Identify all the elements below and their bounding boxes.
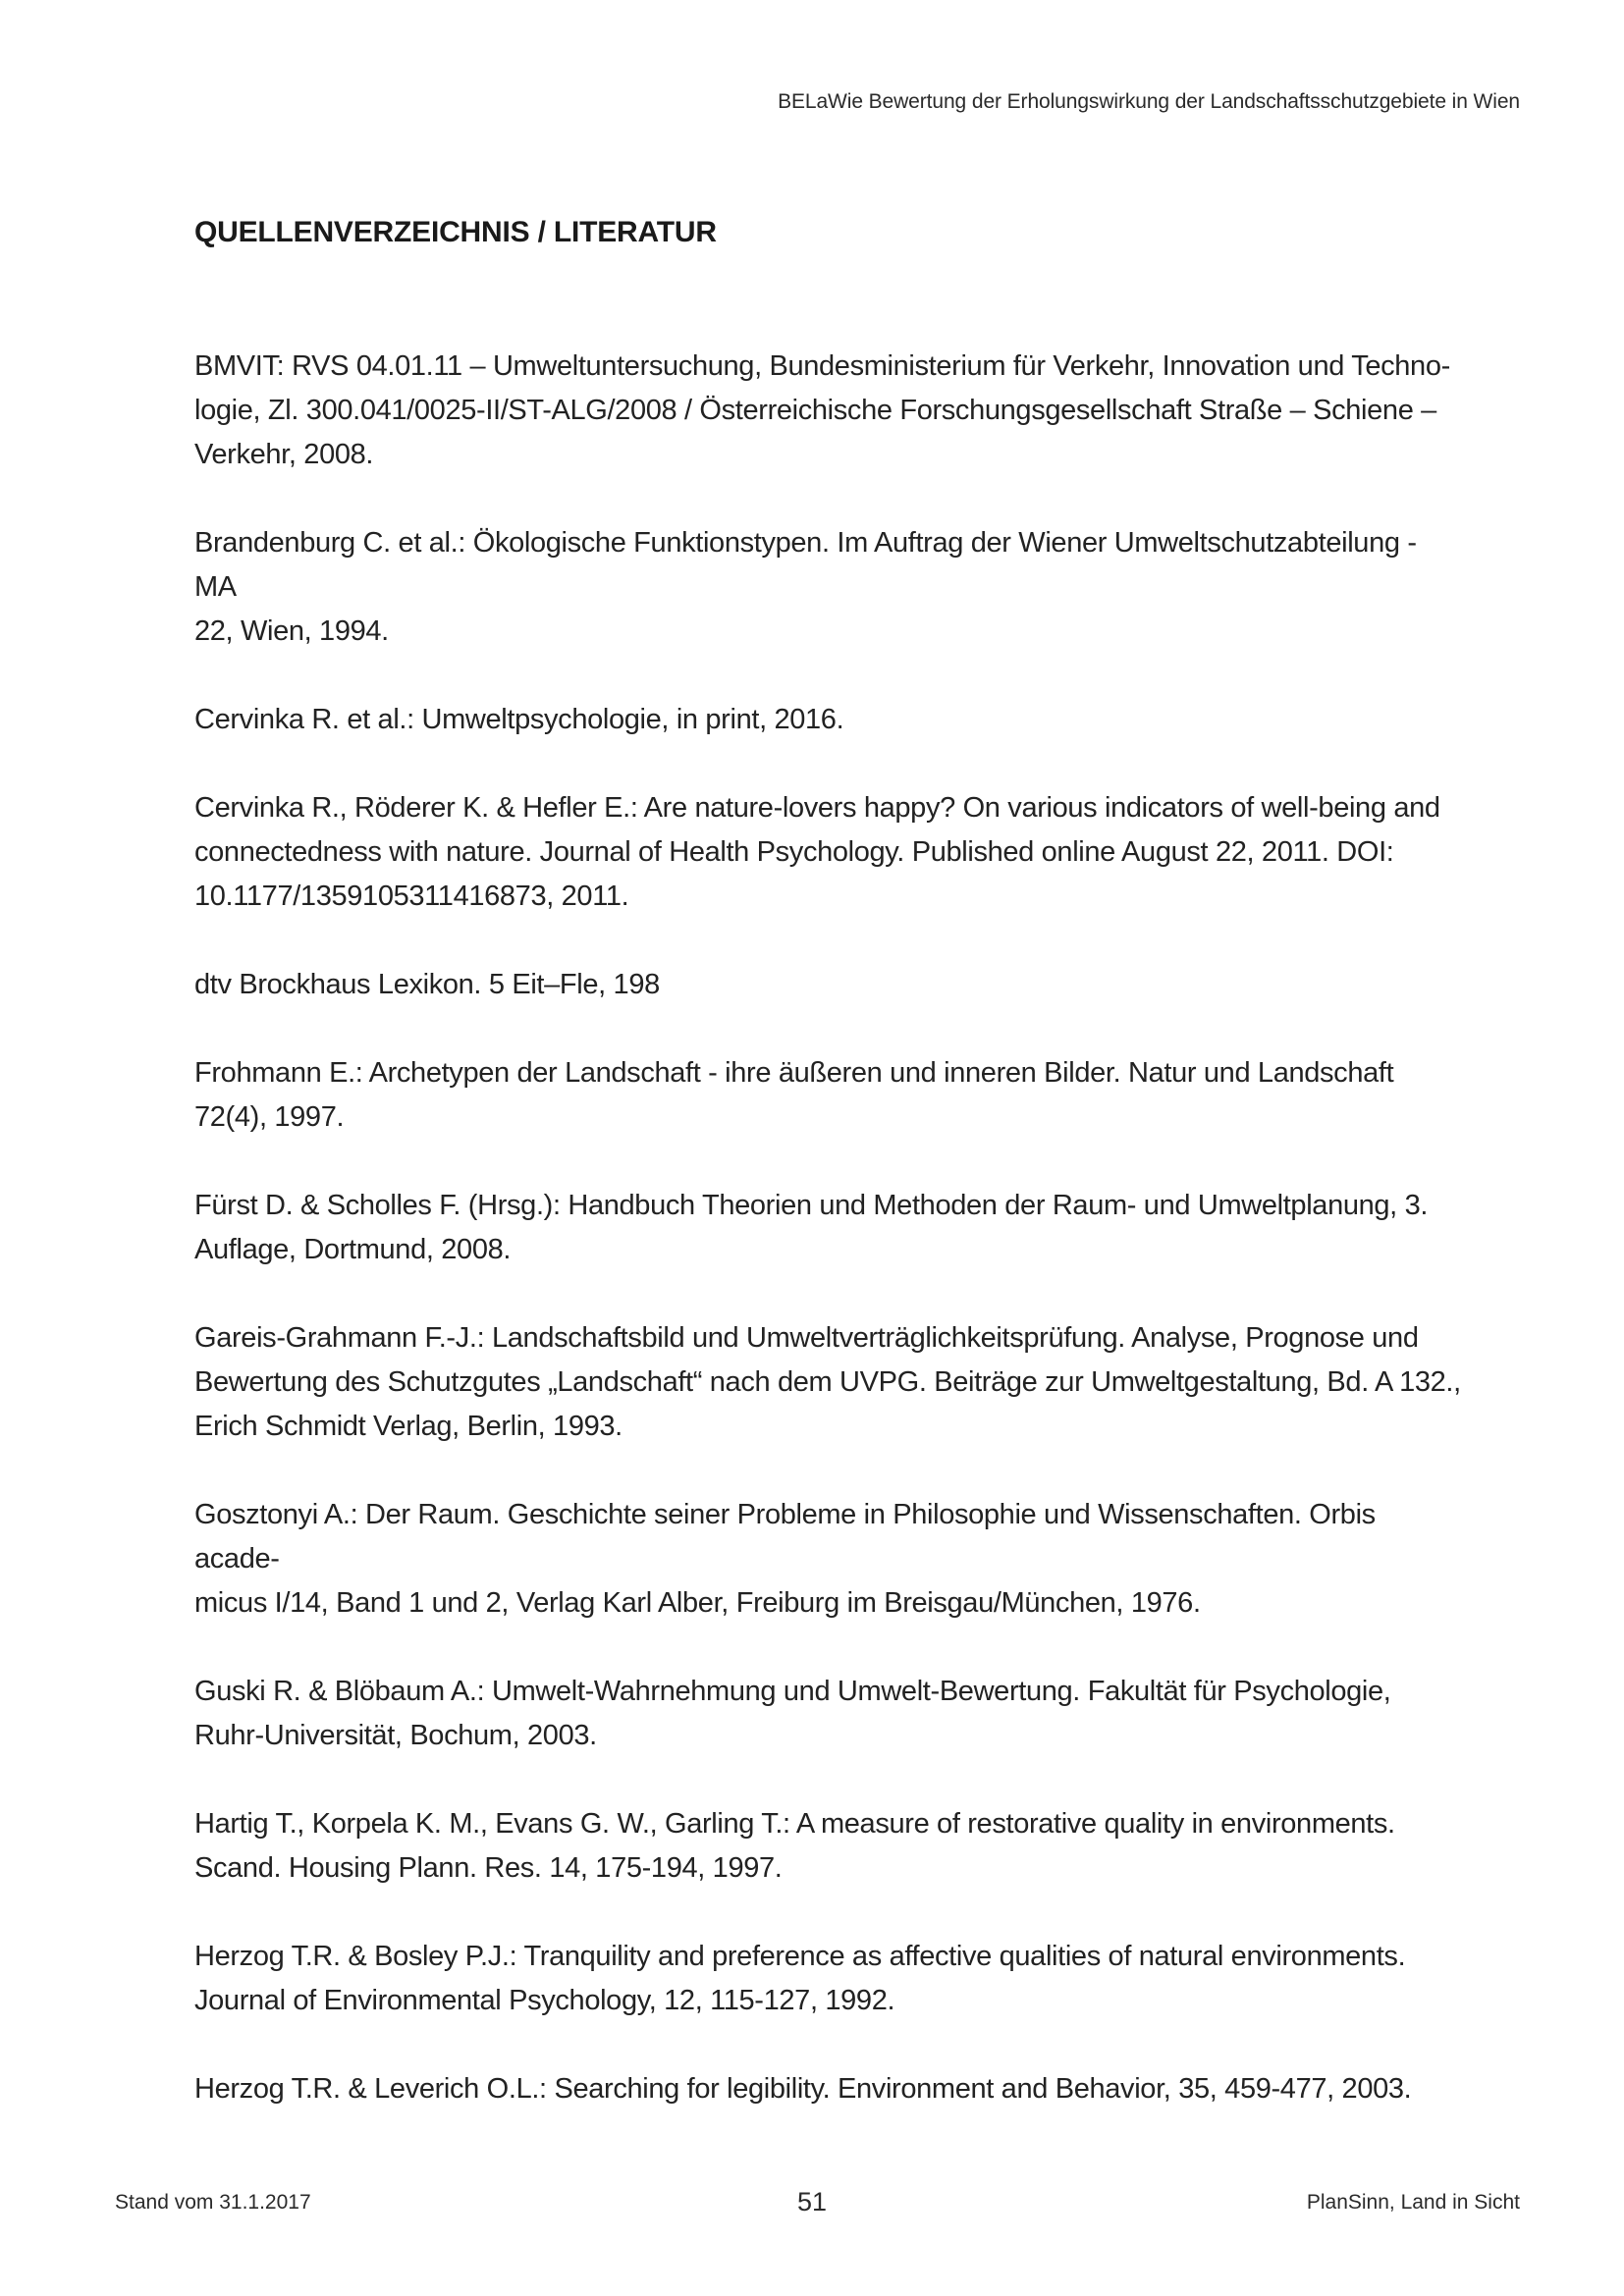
footer-credit: PlanSinn, Land in Sicht (1306, 2191, 1520, 2214)
reference-entry: BMVIT: RVS 04.01.11 – Umweltuntersuchung, Bundesministerium für Verkehr, Innovation und Techno- logie, Zl. 300.041/0025-II/ST-ALG/2008 / Österreichische Forschungsgesellschaft Straße – Schiene – Verkehr, 2008. (194, 350, 1450, 470)
reference-entry: Guski R. & Blöbaum A.: Umwelt-Wahrnehmung und Umwelt-Bewertung. Fakultät für Psychologie, Ruhr-Universität, Bochum, 2003. (194, 1676, 1391, 1751)
reference-entry: Frohmann E.: Archetypen der Landschaft - ihre äußeren und inneren Bilder. Natur und Landschaft 72(4), 1997. (194, 1057, 1394, 1133)
reference-entry: dtv Brockhaus Lexikon. 5 Eit–Fle, 198 (194, 969, 660, 1000)
reference-entry: Herzog T.R. & Leverich O.L.: Searching for legibility. Environment and Behavior, 35, 459-477, 2003. (194, 2073, 1412, 2105)
reference-entry: Brandenburg C. et al.: Ökologische Funktionstypen. Im Auftrag der Wiener Umweltschutzabteilung - MA 22, Wien, 1994. (194, 527, 1417, 647)
footer-date: Stand vom 31.1.2017 (115, 2191, 311, 2214)
page-number: 51 (796, 2187, 828, 2216)
running-header: BELaWie Bewertung der Erholungswirkung der Landschaftsschutzgebiete in Wien (778, 90, 1520, 113)
reference-list (194, 345, 1461, 2156)
reference-entry: Cervinka R. et al.: Umweltpsychologie, in print, 2016. (194, 704, 844, 735)
section-heading: QUELLENVERZEICHNIS / LITERATUR (194, 216, 717, 248)
reference-entry: Fürst D. & Scholles F. (Hrsg.): Handbuch Theorien und Methoden der Raum- und Umweltplanung, 3. Auflage, Dortmund, 2008. (194, 1190, 1429, 1265)
reference-entry: Cervinka R., Röderer K. & Hefler E.: Are nature-lovers happy? On various indicators of well-being and connectedness with nature. Journal of Health Psychology. Published online August 22, 2011. DOI: 10.1177/1359105311416873, 2011. (194, 792, 1440, 912)
reference-entry: Herzog T.R. & Bosley P.J.: Tranquility and preference as affective qualities of natural environments. Journal of Environmental Psychology, 12, 115-127, 1992. (194, 1941, 1406, 2016)
reference-entry: Gosztonyi A.: Der Raum. Geschichte seiner Probleme in Philosophie und Wissenschaften. Orbis acade- micus I/14, Band 1 und 2, Verlag Karl Alber, Freiburg im Breisgau/München, 1976. (194, 1499, 1376, 1619)
reference-entry: Gareis-Grahmann F.-J.: Landschaftsbild und Umweltverträglichkeitsprüfung. Analyse, Prognose und Bewertung des Schutzgutes „Landschaft“ nach dem UVPG. Beiträge zur Umweltgestaltung, Bd. A 132., Erich Schmidt Verlag, Berlin, 1993. (194, 1322, 1461, 1442)
reference-entry: Hartig T., Korpela K. M., Evans G. W., Garling T.: A measure of restorative quality in environments. Scand. Housing Plann. Res. 14, 175-194, 1997. (194, 1808, 1395, 1884)
